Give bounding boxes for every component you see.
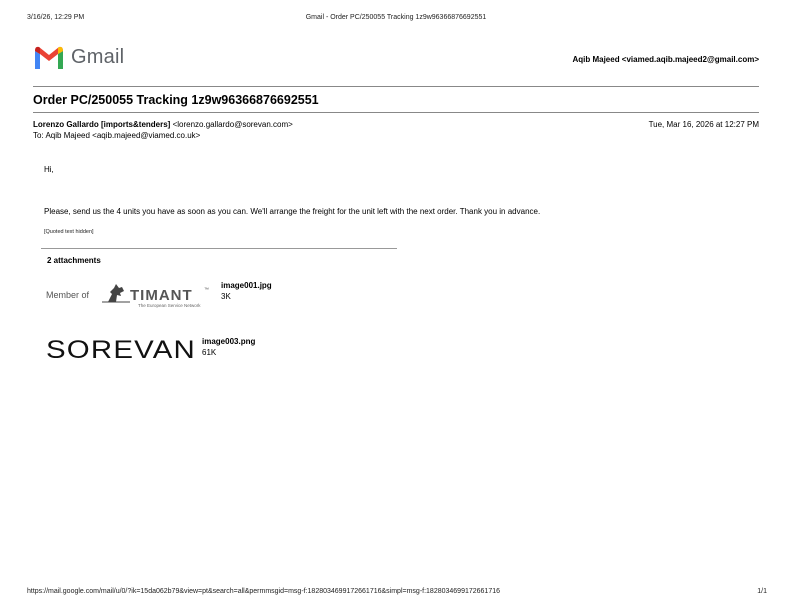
email-to: To: Aqib Majeed <aqib.majeed@viamed.co.uk> bbox=[33, 131, 201, 140]
logo-sorevan-text: SOREVAN bbox=[46, 336, 196, 362]
attachment-thumbnail-timant[interactable] bbox=[46, 282, 218, 308]
attachments-divider bbox=[41, 248, 397, 249]
email-body: Please, send us the 4 units you have as soon as you can. We'll arrange the freight for the unit left with the next order. Thank you in advance. bbox=[44, 207, 541, 216]
sender-name: Lorenzo Gallardo [imports&tenders] bbox=[33, 120, 171, 129]
attachment-name[interactable]: image001.jpg bbox=[221, 281, 272, 290]
account-address: Aqib Majeed <viamed.aqib.majeed2@gmail.com> bbox=[572, 55, 759, 64]
email-subject: Order PC/250055 Tracking 1z9w96366876692551 bbox=[33, 93, 319, 107]
logo-timant-text: TIMANT bbox=[130, 287, 193, 304]
email-greeting: Hi, bbox=[44, 165, 54, 174]
attachment-thumbnail-sorevan[interactable] bbox=[46, 334, 198, 362]
attachment-size: 61K bbox=[202, 348, 217, 357]
print-url: https://mail.google.com/mail/u/0/?ik=15da062b79&view=pt&search=all&permmsgid=msg-f:1828034699172661716&simpl=msg-f:1828034699172661716 bbox=[27, 588, 501, 595]
print-title: Gmail - Order PC/250055 Tracking 1z9w96366876692551 bbox=[305, 14, 487, 21]
gmail-wordmark: Gmail bbox=[71, 45, 125, 68]
email-date: Tue, Mar 16, 2026 at 12:27 PM bbox=[648, 120, 759, 129]
print-page-number: 1/1 bbox=[757, 588, 767, 595]
gmail-logo bbox=[33, 45, 124, 69]
header-divider bbox=[33, 86, 759, 87]
print-datetime: 3/16/26, 12:29 PM bbox=[27, 14, 85, 21]
attachment-size: 3K bbox=[221, 292, 231, 301]
attachments-count: 2 attachments bbox=[47, 256, 101, 265]
sender-email: <lorenzo.gallardo@sorevan.com> bbox=[172, 120, 293, 129]
logo-tm-text: ™ bbox=[204, 287, 209, 293]
quoted-text-toggle[interactable]: [Quoted text hidden] bbox=[44, 229, 94, 235]
logo-tagline-text: The European Service Network bbox=[138, 303, 201, 308]
subject-divider bbox=[33, 112, 759, 113]
tree-icon bbox=[102, 284, 130, 302]
gmail-m-icon bbox=[33, 45, 65, 69]
email-from bbox=[33, 120, 293, 129]
attachment-name[interactable]: image003.png bbox=[202, 337, 256, 346]
logo-member-text: Member of bbox=[46, 290, 90, 300]
